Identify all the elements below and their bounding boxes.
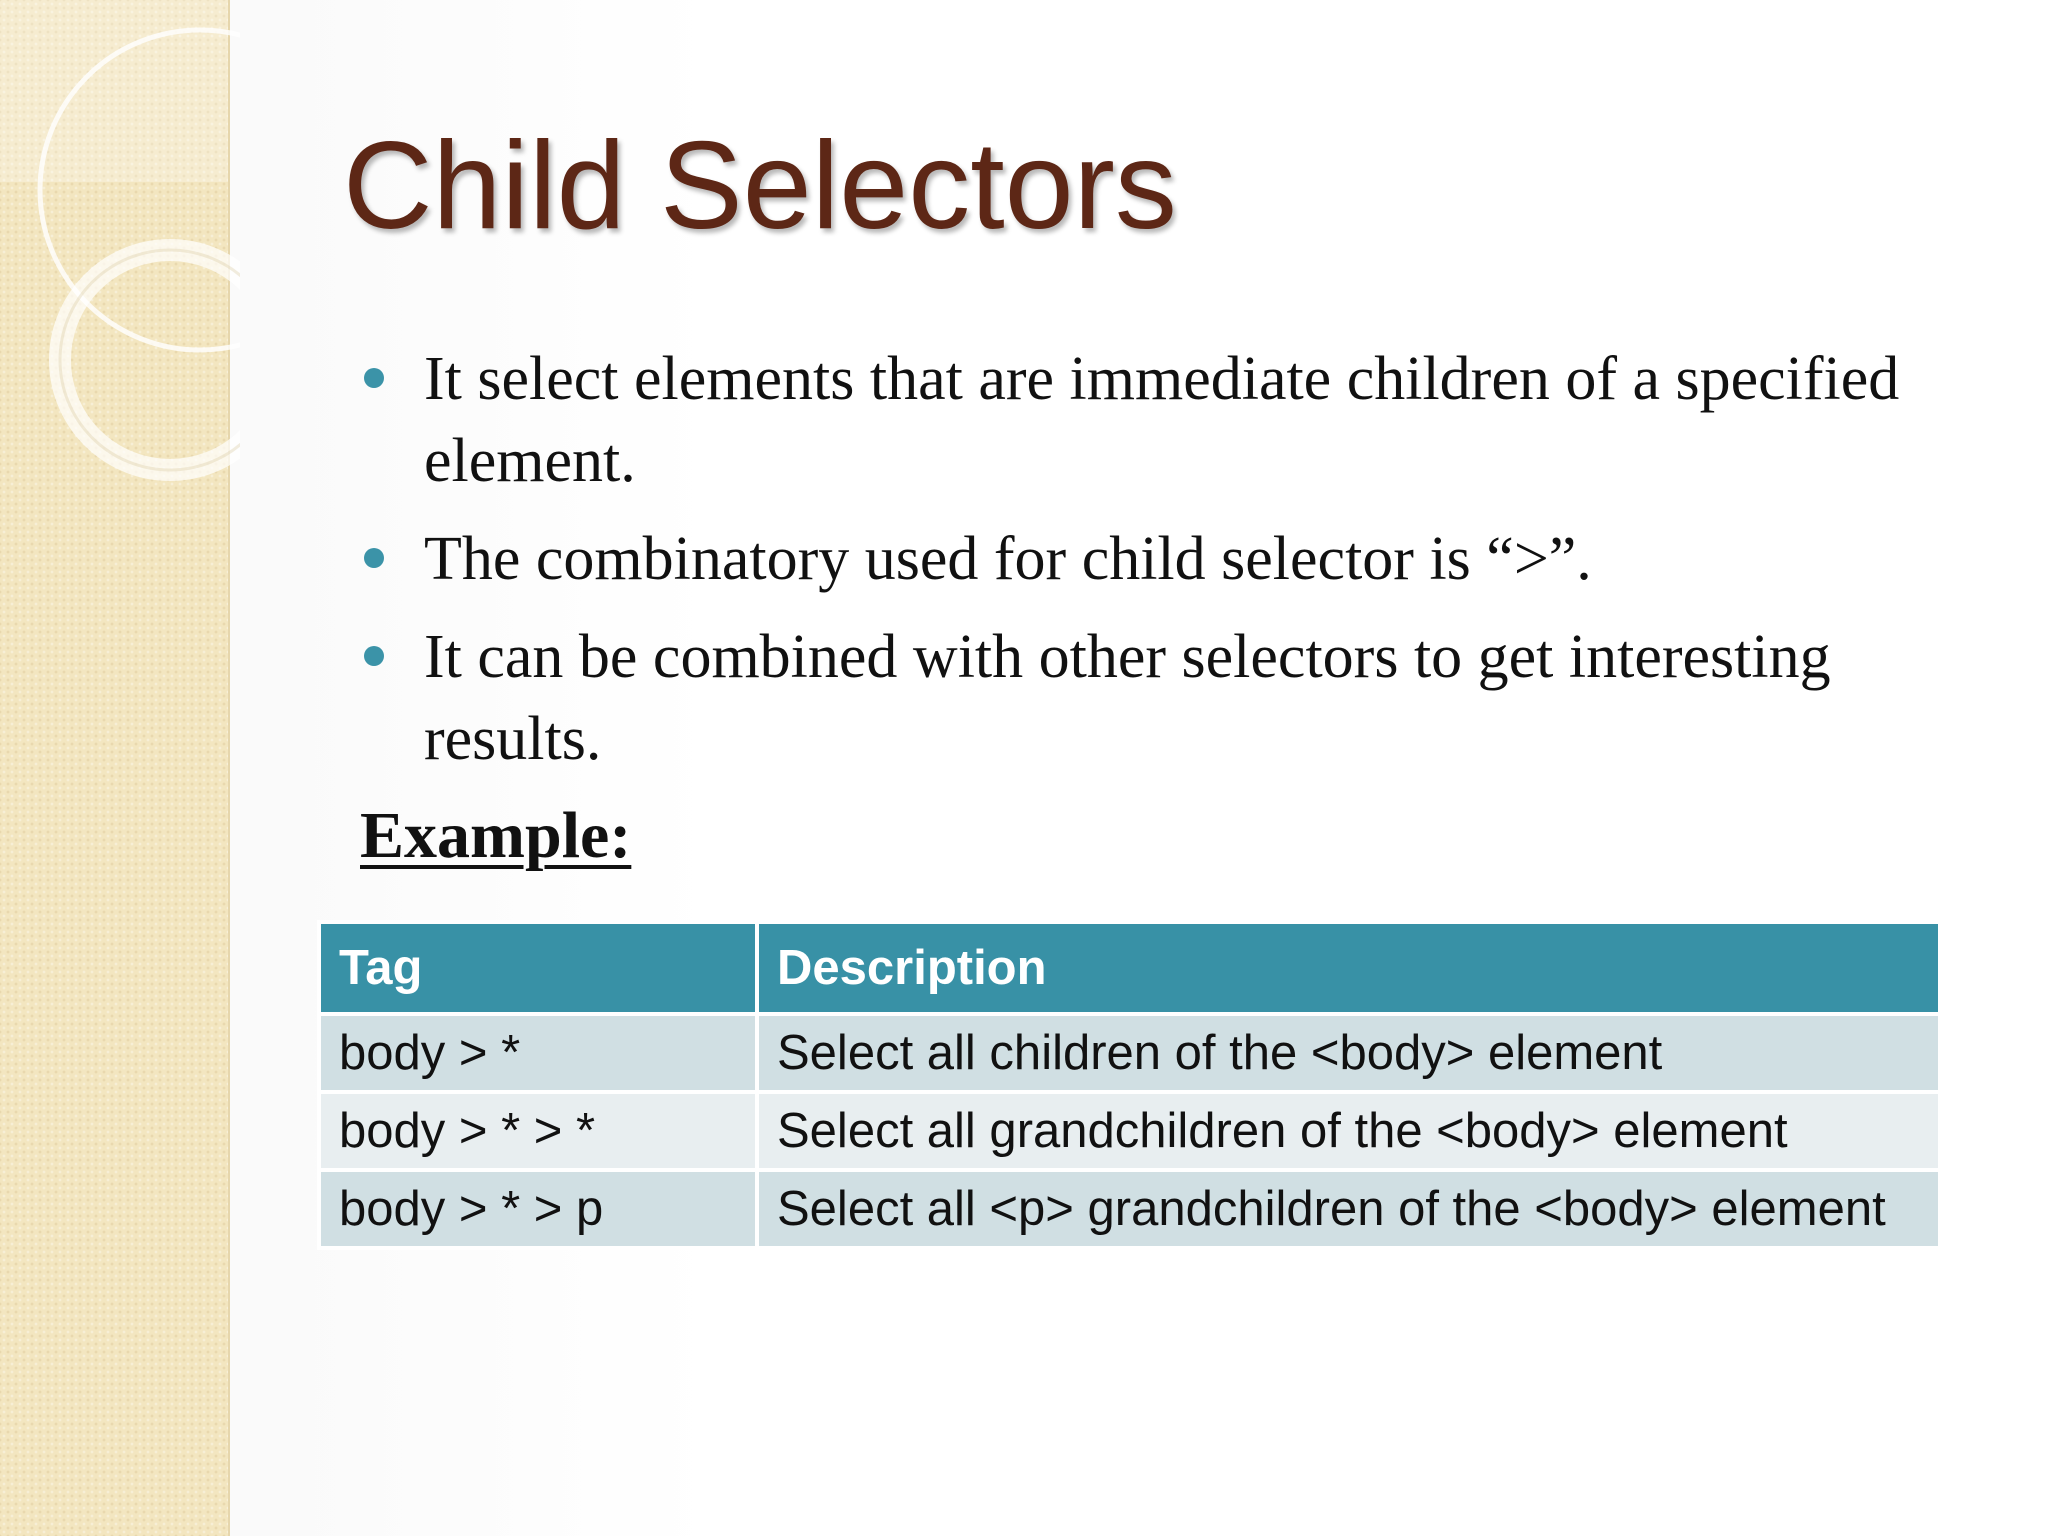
table-cell-description: Select all children of the <body> element bbox=[757, 1014, 1940, 1092]
bullet-item bbox=[355, 338, 2015, 502]
table-row bbox=[319, 1014, 1940, 1092]
table-row bbox=[319, 1170, 1940, 1248]
table-cell-description: Select all <p> grandchildren of the <body> element bbox=[757, 1170, 1940, 1248]
table-header-description: Description bbox=[757, 922, 1940, 1014]
slide-title: Child Selectors bbox=[343, 117, 1177, 255]
bullet-dot-icon bbox=[364, 368, 384, 388]
table-header-row bbox=[319, 922, 1940, 1014]
bullet-text: It can be combined with other selectors to get interesting results. bbox=[424, 623, 1831, 773]
bullet-dot-icon bbox=[364, 646, 384, 666]
table-cell-tag: body > * > * bbox=[319, 1092, 757, 1170]
bullet-list bbox=[355, 338, 2015, 796]
example-heading: Example: bbox=[360, 799, 632, 872]
decorative-rings-icon bbox=[0, 0, 240, 520]
selector-table bbox=[317, 920, 1942, 1250]
table-row bbox=[319, 1092, 1940, 1170]
table-cell-tag: body > * bbox=[319, 1014, 757, 1092]
table-cell-description: Select all grandchildren of the <body> element bbox=[757, 1092, 1940, 1170]
bullet-item bbox=[355, 616, 2015, 780]
bullet-text: It select elements that are immediate children of a specified element. bbox=[424, 345, 1900, 495]
bullet-text: The combinatory used for child selector is “>”. bbox=[424, 525, 1592, 593]
bullet-dot-icon bbox=[364, 548, 384, 568]
table-header-tag: Tag bbox=[319, 922, 757, 1014]
bullet-item bbox=[355, 518, 2015, 600]
table-cell-tag: body > * > p bbox=[319, 1170, 757, 1248]
